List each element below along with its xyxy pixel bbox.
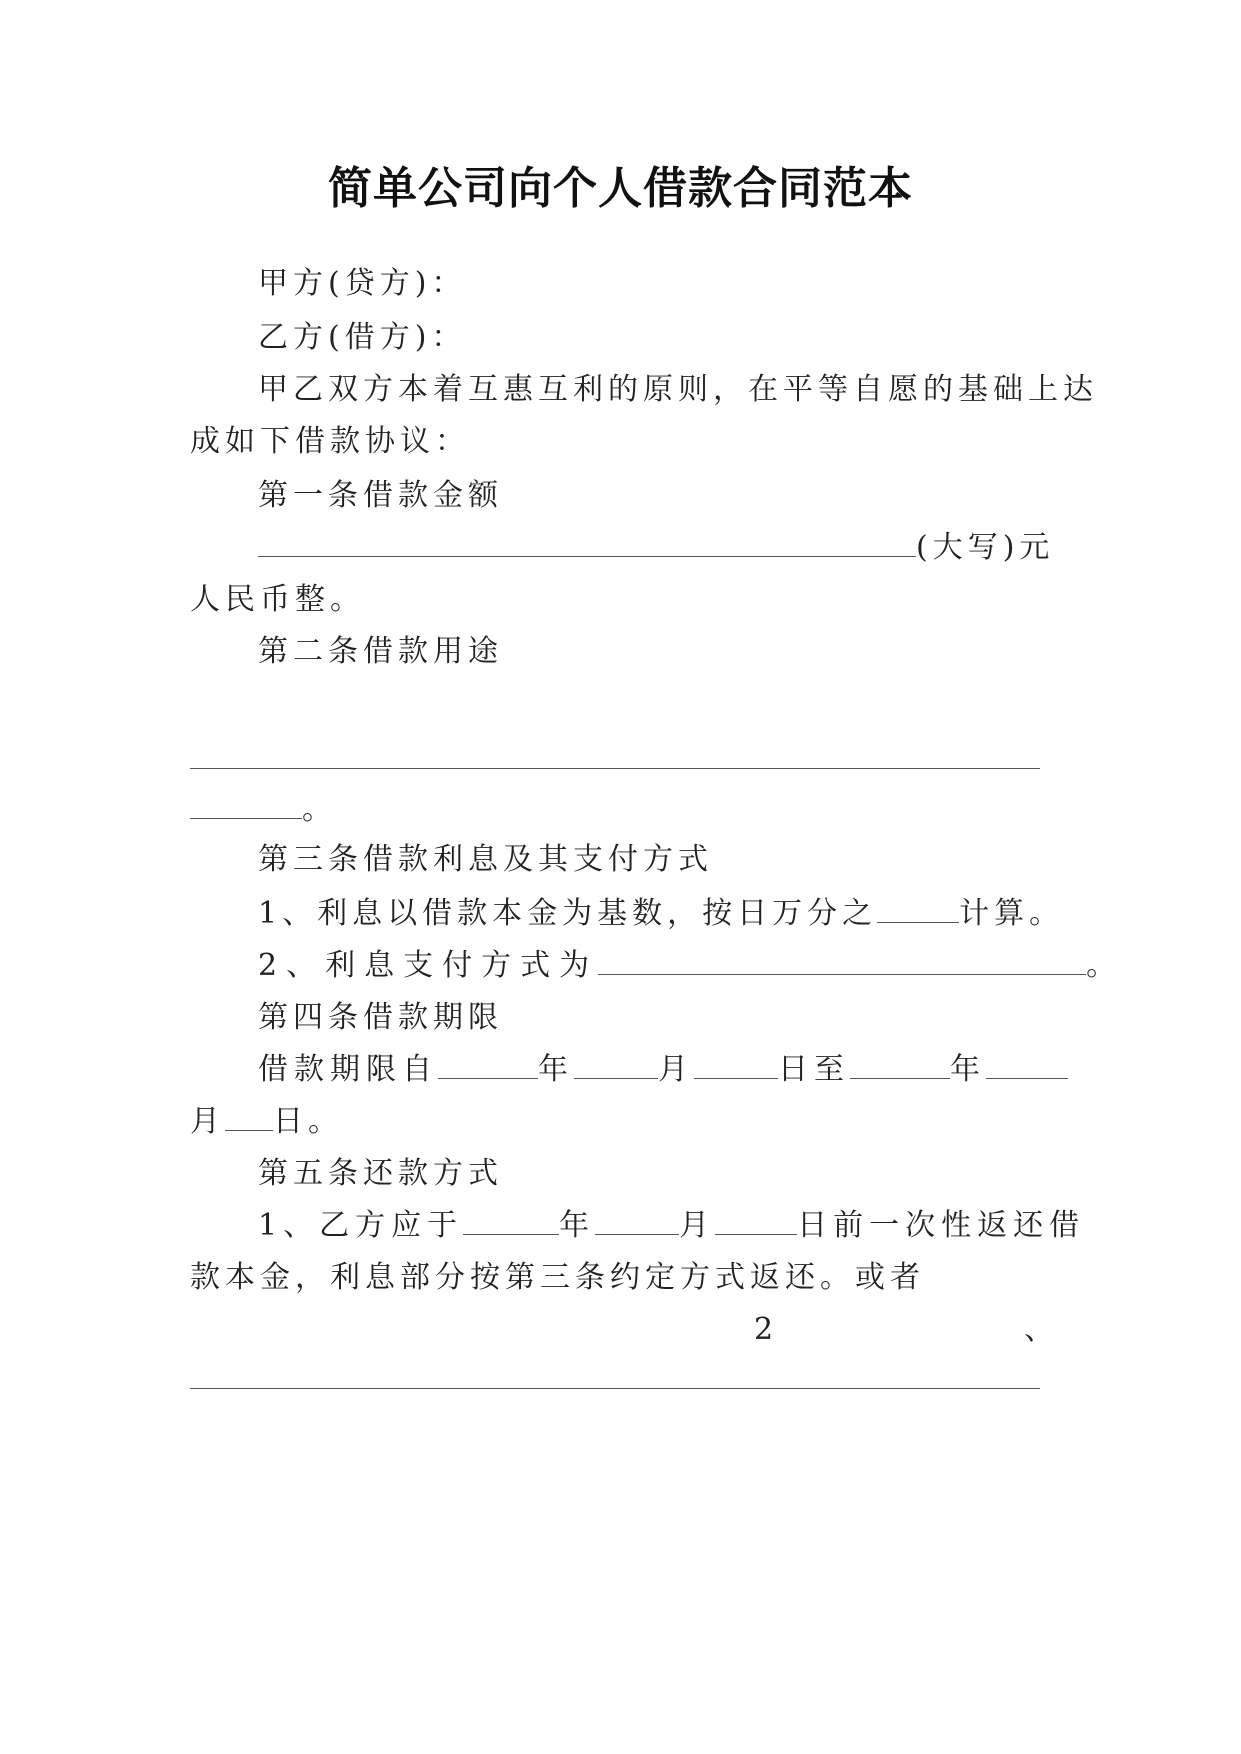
article5-item1-prefix: 1、乙方应于: [258, 1208, 464, 1243]
article5-item1-line1: [258, 1206, 1085, 1246]
end-year-blank[interactable]: [850, 1050, 950, 1079]
article4-period-line1: [258, 1050, 1068, 1090]
period-day-to-label: 日至: [778, 1052, 850, 1087]
repay-year-blank[interactable]: [463, 1206, 559, 1235]
article5-item1-line2: 款本金，利息部分按第三条约定方式返还。或者: [190, 1260, 925, 1295]
repay-month-blank[interactable]: [595, 1206, 679, 1235]
article3-item1-prefix: 1、利息以借款本金为基数，按日万分之: [258, 896, 878, 931]
article3-item2-prefix: 2、利息支付方式为: [258, 948, 599, 983]
repay-month-label: 月: [679, 1208, 716, 1243]
article3-item1: [258, 894, 1064, 934]
period-end-year-label: 年: [950, 1052, 986, 1087]
purpose-blank-short[interactable]: [190, 790, 302, 819]
article4-heading: 第四条借款期限: [258, 1000, 503, 1035]
article5-item2-number: 2: [754, 1312, 779, 1347]
article3-heading: 第三条借款利息及其支付方式: [258, 842, 713, 877]
article3-item2: [258, 946, 1125, 986]
amount-suffix: (大写)元: [916, 530, 1055, 565]
article5-item2-blank-line[interactable]: [190, 1388, 1040, 1389]
article3-item2-suffix: 。: [1086, 948, 1126, 983]
period-prefix: 借款期限自: [258, 1052, 438, 1087]
period-month-label: 月: [658, 1052, 694, 1087]
end-month-blank[interactable]: [986, 1050, 1068, 1079]
repay-day-blank[interactable]: [715, 1206, 797, 1235]
article1-amount-line: [258, 528, 1054, 568]
start-month-blank[interactable]: [574, 1050, 658, 1079]
party-a-label: 甲方(贷方)：: [258, 266, 467, 301]
period-year-label: 年: [538, 1052, 574, 1087]
start-day-blank[interactable]: [694, 1050, 778, 1079]
article2-heading: 第二条借款用途: [258, 634, 503, 669]
article5-heading: 第五条还款方式: [258, 1156, 503, 1191]
article1-line2: 人民币整。: [190, 582, 365, 617]
end-day-blank[interactable]: [225, 1102, 273, 1131]
article5-item2-mark: 、: [1024, 1312, 1059, 1347]
repay-year-label: 年: [559, 1208, 596, 1243]
article1-heading: 第一条借款金额: [258, 478, 503, 513]
purpose-blank-line[interactable]: [190, 768, 1040, 769]
document-title: 简单公司向个人借款合同范本: [328, 163, 913, 214]
purpose-blank-end: [190, 790, 337, 830]
article4-period-line2: [190, 1102, 343, 1142]
amount-blank[interactable]: [258, 528, 916, 557]
article3-item1-suffix: 计算。: [959, 896, 1065, 931]
start-year-blank[interactable]: [438, 1050, 538, 1079]
interest-rate-blank[interactable]: [877, 894, 959, 923]
period-end-month-label: 月: [190, 1104, 225, 1139]
purpose-end-mark: 。: [302, 792, 337, 827]
intro-paragraph-line1: 甲乙双方本着互惠互利的原则，在平等自愿的基础上达: [258, 372, 1098, 407]
party-b-label: 乙方(借方)：: [258, 320, 467, 355]
article5-item1-suffix: 日前一次性返还借: [797, 1208, 1086, 1243]
payment-method-blank[interactable]: [598, 946, 1086, 975]
intro-paragraph-line2: 成如下借款协议：: [190, 424, 470, 459]
period-end-day-label: 日。: [273, 1104, 343, 1139]
